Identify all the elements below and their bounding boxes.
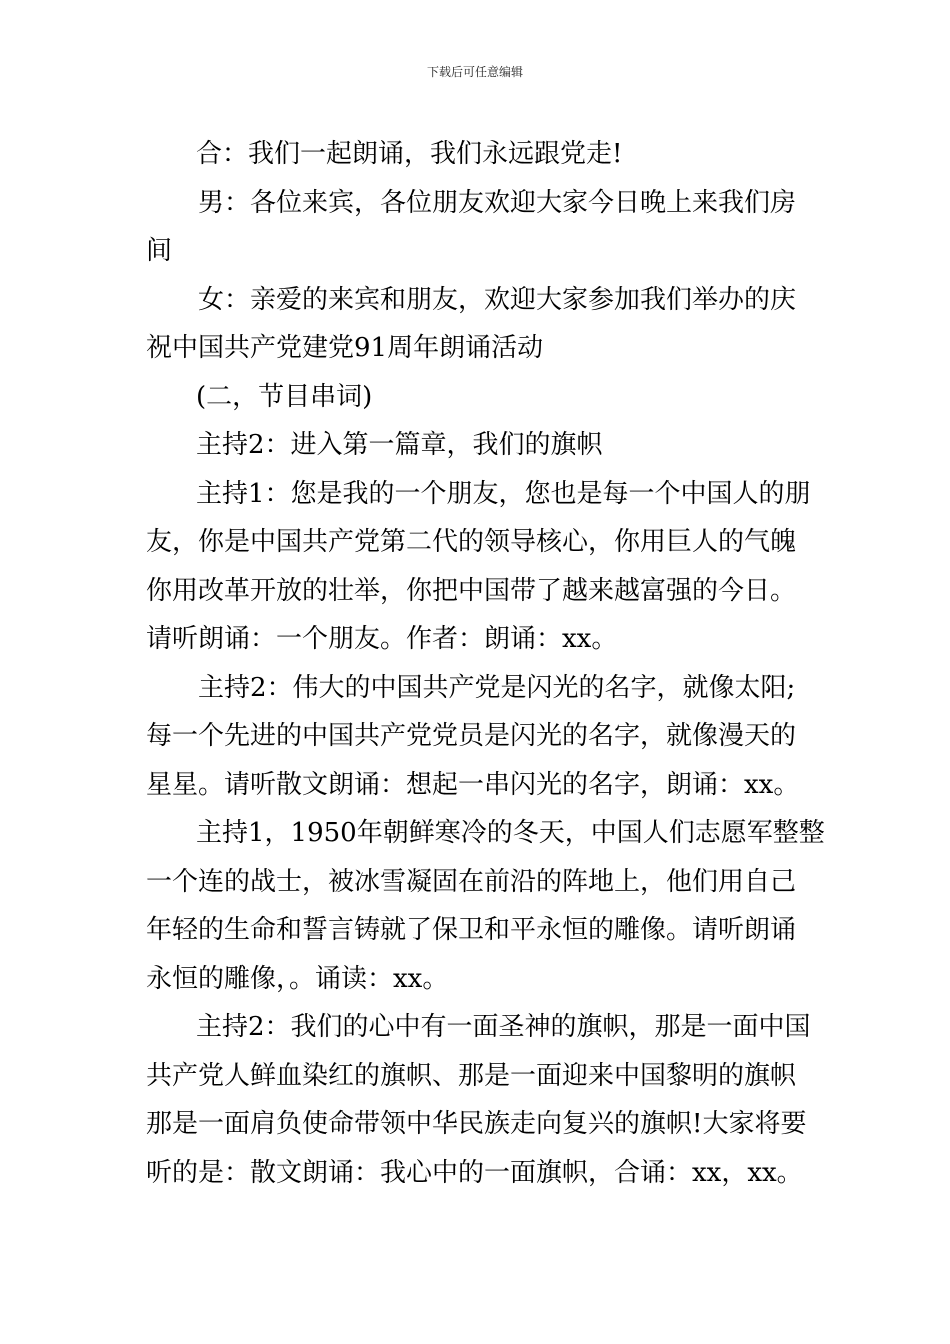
text-line: 一个连的战士，被冰雪凝固在前沿的阵地上，他们用自己 <box>146 866 797 897</box>
text-line: 听的是：散文朗诵：我心中的一面旗帜，合诵：xx，xx。 <box>146 1157 803 1188</box>
text-line: 每一个先进的中国共产党党员是闪光的名字，就像漫天的 <box>146 721 797 751</box>
text-line: 友，你是中国共产党第二代的领导核心，你用巨人的气魄 <box>146 527 797 557</box>
text-line: 女：亲爱的来宾和朋友，欢迎大家参加我们举办的庆 <box>198 284 797 315</box>
text-line: 主持1：您是我的一个朋友，您也是每一个中国人的朋 <box>196 478 811 509</box>
text-line: 请听朗诵：一个朋友。作者：朗诵：xx。 <box>146 624 618 654</box>
text-line: 间 <box>146 236 173 266</box>
text-line: 主持2：我们的心中有一面圣神的旗帜，那是一面中国 <box>196 1012 811 1042</box>
text-line: 年轻的生命和誓言铸就了保卫和平永恒的雕像。请听朗诵 <box>146 915 797 945</box>
text-line: 男：各位来宾，各位朋友欢迎大家今日晚上来我们房 <box>198 187 797 218</box>
text-line: 共产党人鲜血染红的旗帜、那是一面迎来中国黎明的旗帜 <box>146 1060 797 1091</box>
text-line: 合：我们一起朗诵，我们永远跟党走! <box>196 139 623 169</box>
text-line: 永恒的雕像，。诵读：xx。 <box>146 963 449 994</box>
text-line: 星星。请听散文朗诵：想起一串闪光的名字，朗诵：xx。 <box>146 769 800 800</box>
text-line: 那是一面肩负使命带领中华民族走向复兴的旗帜!大家将要 <box>146 1109 807 1139</box>
text-line: 主持1，1950年朝鲜寒冷的冬天，中国人们志愿军整整 <box>196 818 825 848</box>
text-line: (二，节目串词) <box>196 381 373 412</box>
page-header: 下载后可任意编辑 <box>426 65 523 79</box>
text-line: 主持2：进入第一篇章，我们的旗帜 <box>196 430 603 460</box>
text-line: 你用改革开放的壮举，你把中国带了越来越富强的今日。 <box>146 575 797 606</box>
text-line: 主持2：伟大的中国共产党是闪光的名字，就像太阳; <box>198 672 796 703</box>
document-body <box>146 130 825 1197</box>
text-line: 祝中国共产党建党91周年朗诵活动 <box>146 333 544 363</box>
